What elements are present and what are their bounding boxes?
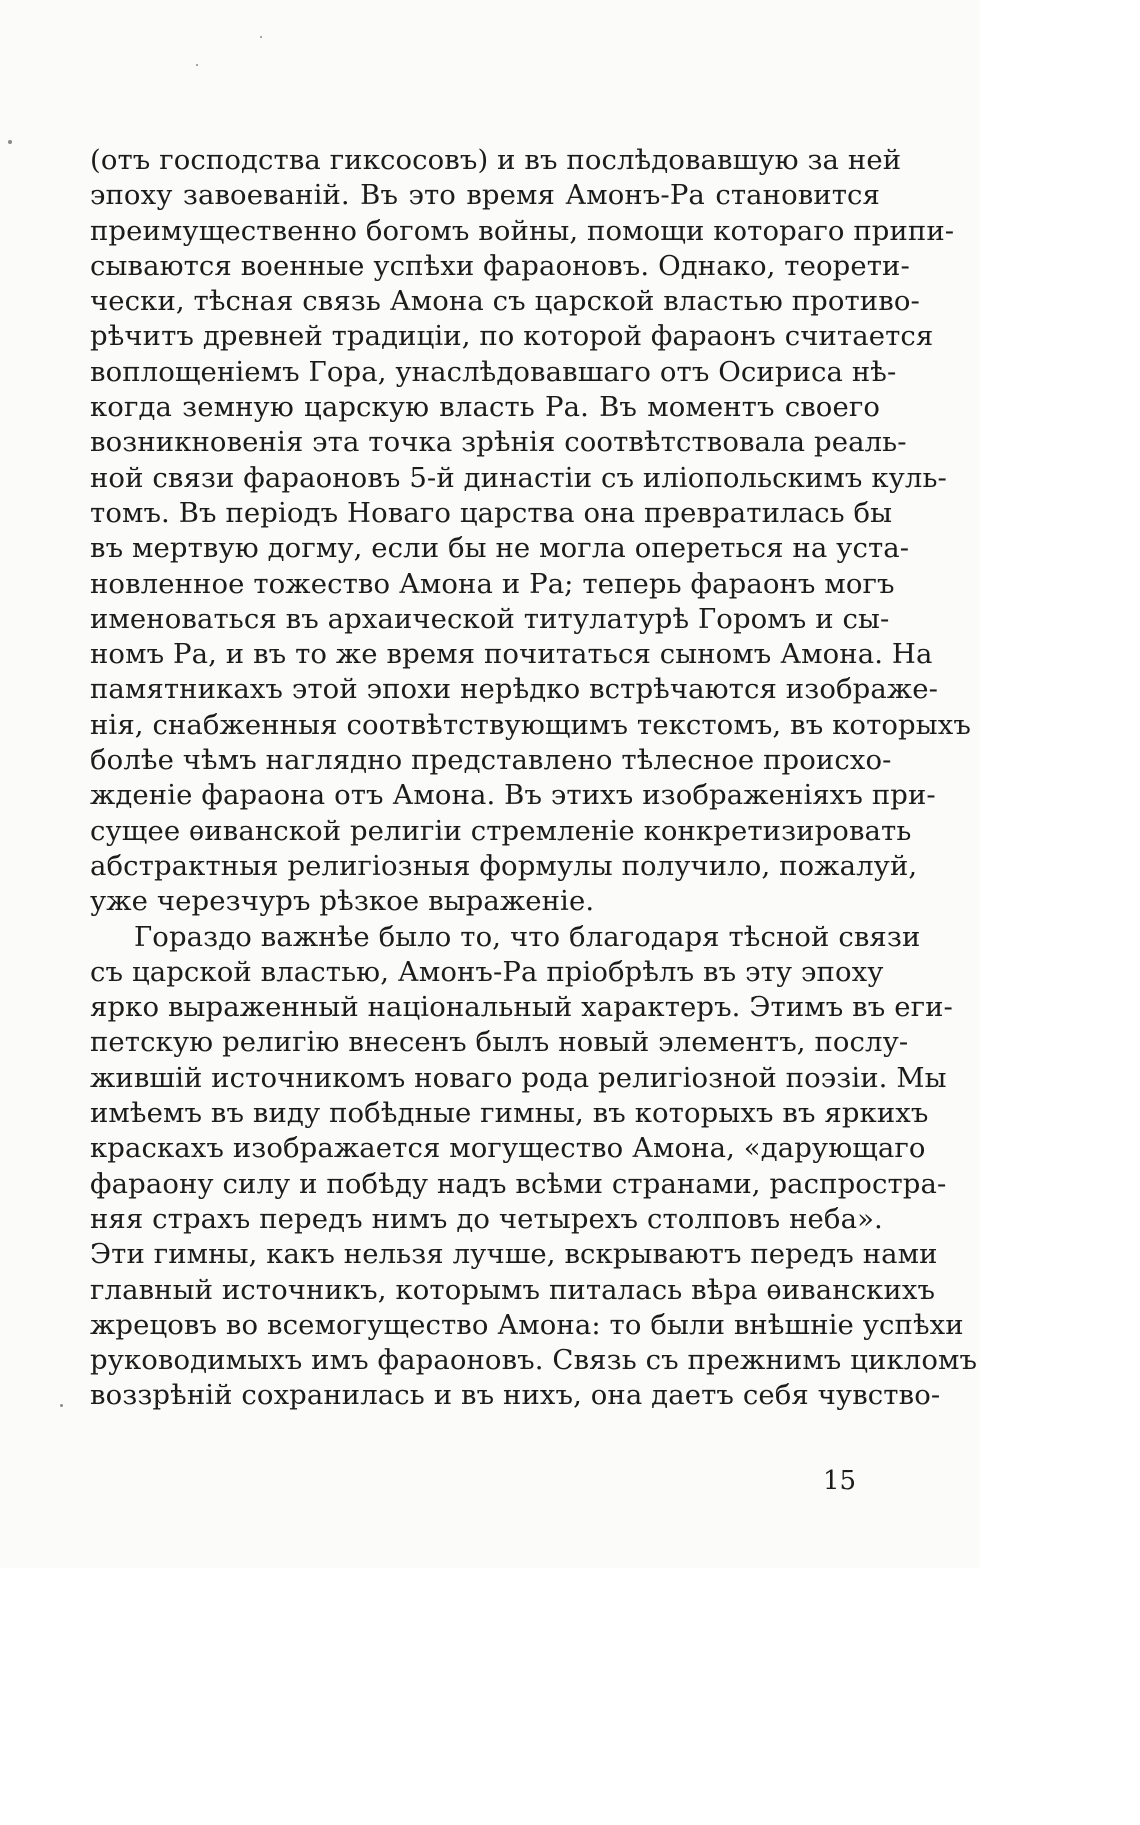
text-line: петскую религію внесенъ былъ новый элементъ, послу- — [90, 1026, 909, 1059]
text-line: сываются военные успѣхи фараоновъ. Однако, теорети- — [90, 249, 910, 282]
text-line: воплощеніемъ Гора, унаслѣдовавшаго отъ Осириса нѣ- — [90, 355, 897, 388]
text-line: рѣчитъ древней традиціи, по которой фараонъ считается — [90, 320, 934, 353]
text-line: фараону силу и побѣду надъ всѣми странами, распростра- — [90, 1167, 947, 1200]
text-line: краскахъ изображается могущество Амона, «дарующаго — [90, 1132, 926, 1165]
text-line: ярко выраженный національный характеръ. Этимъ въ еги- — [90, 991, 953, 1024]
text-line: болѣе чѣмъ наглядно представлено тѣлесное происхо- — [90, 744, 892, 777]
text-line: именоваться въ архаической титулатурѣ Горомъ и сы- — [90, 602, 890, 635]
text-line: уже черезчуръ рѣзкое выраженіе. — [90, 885, 595, 918]
text-line: жившій источникомъ новаго рода религіозной поэзіи. Мы — [90, 1061, 947, 1094]
text-line: томъ. Въ періодъ Новаго царства она превратилась бы — [90, 496, 893, 529]
text-line: новленное тожество Амона и Ра; теперь фараонъ могъ — [90, 567, 895, 600]
paper-speck — [8, 140, 12, 144]
paper-speck — [196, 64, 198, 66]
text-line: номъ Ра, и въ то же время почитаться сыномъ Амона. На — [90, 638, 933, 671]
text-line: Гораздо важнѣе было то, что благодаря тѣсной связи — [134, 920, 921, 953]
text-line: въ мертвую догму, если бы не могла опереться на уста- — [90, 532, 910, 565]
paper-speck — [260, 36, 262, 38]
paper-speck — [60, 1404, 63, 1407]
text-line: имѣемъ въ виду побѣдные гимны, въ которыхъ въ яркихъ — [90, 1097, 929, 1130]
text-line: няя страхъ передъ нимъ до четырехъ столповъ неба». — [90, 1202, 883, 1235]
text-line: жденіе фараона отъ Амона. Въ этихъ изображеніяхъ при- — [90, 779, 936, 812]
text-line: ной связи фараоновъ 5-й династіи съ иліопольскимъ куль- — [90, 461, 947, 494]
body-text — [90, 143, 978, 1414]
page-number: 15 — [823, 1466, 857, 1496]
text-line: нія, снабженныя соотвѣтствующимъ текстомъ, въ которыхъ — [90, 708, 971, 741]
text-line: эпоху завоеваній. Въ это время Амонъ-Ра становится — [90, 179, 880, 212]
text-line: главный источникъ, которымъ питалась вѣра ѳиванскихъ — [90, 1273, 936, 1306]
text-line: съ царской властью, Амонъ-Ра пріобрѣлъ въ эту эпоху — [90, 955, 884, 988]
text-line: воззрѣній сохранилась и въ нихъ, она даетъ себя чувство- — [90, 1379, 941, 1412]
text-line: когда земную царскую власть Ра. Въ моментъ своего — [90, 391, 880, 424]
text-line: чески, тѣсная связь Амона съ царской властью противо- — [90, 285, 920, 318]
text-line: преимущественно богомъ войны, помощи котораго припи- — [90, 214, 955, 247]
text-line: памятникахъ этой эпохи нерѣдко встрѣчаются изображе- — [90, 673, 938, 706]
text-line: возникновенія эта точка зрѣнія соотвѣтствовала реаль- — [90, 426, 907, 459]
text-line: абстрактныя религіозныя формулы получило, пожалуй, — [90, 849, 918, 882]
paragraph-1 — [90, 143, 971, 920]
paragraph-2 — [90, 920, 978, 1414]
text-line: руководимыхъ имъ фараоновъ. Связь съ прежнимъ цикломъ — [90, 1344, 978, 1377]
text-line: сущее ѳиванской религіи стремленіе конкретизировать — [90, 814, 912, 847]
text-line: Эти гимны, какъ нельзя лучше, вскрываютъ передъ нами — [90, 1238, 938, 1271]
text-line: (отъ господства гиксосовъ) и въ послѣдовавшую за ней — [90, 144, 902, 176]
text-line: жрецовъ во всемогущество Амона: то были внѣшніе успѣхи — [90, 1308, 964, 1341]
